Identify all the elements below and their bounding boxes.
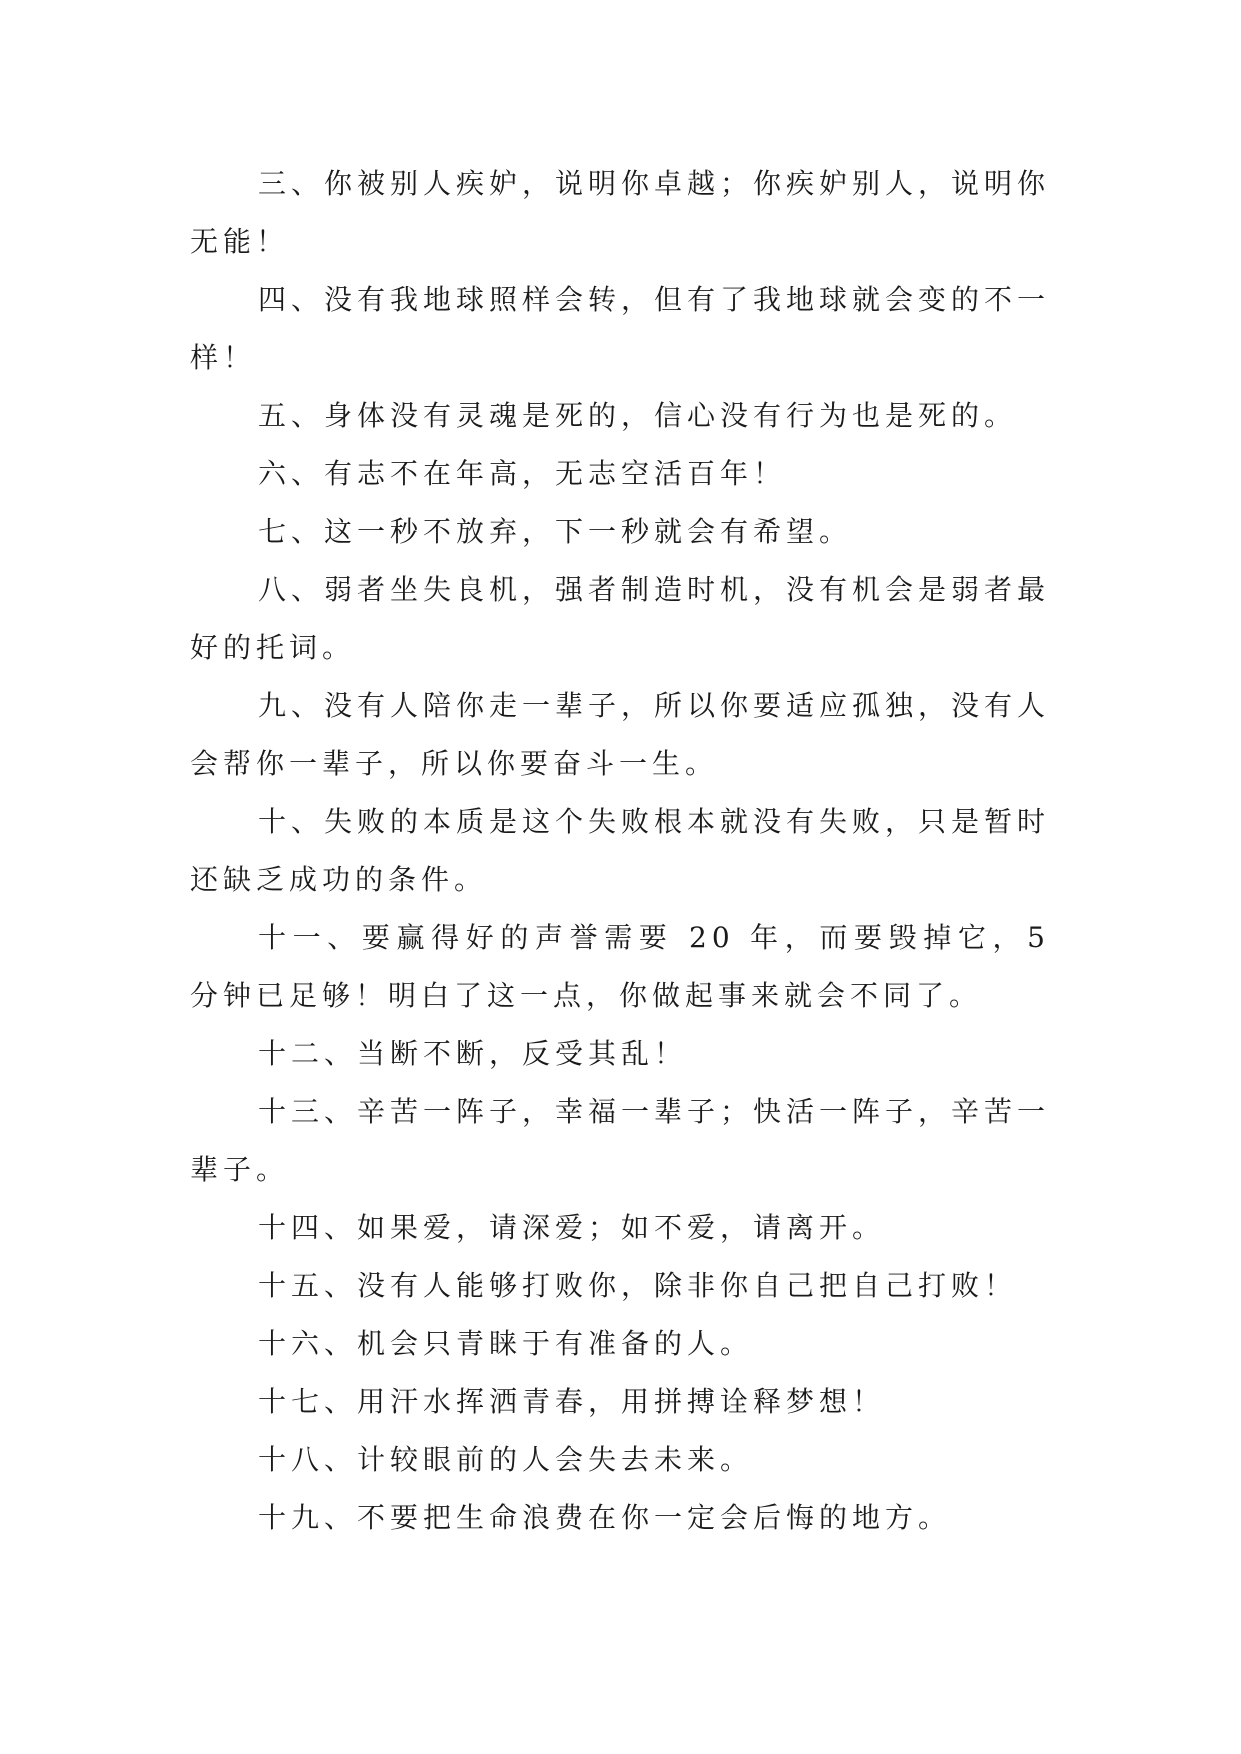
paragraph-4: 四、没有我地球照样会转，但有了我地球就会变的不一样！ xyxy=(190,283,1051,374)
paragraph-8: 八、弱者坐失良机，强者制造时机，没有机会是弱者最好的托词。 xyxy=(190,573,1051,664)
paragraph-6: 六、有志不在年高，无志空活百年！ xyxy=(258,457,787,490)
paragraph-11: 十一、要赢得好的声誉需要 20 年，而要毁掉它，5 分钟已足够！明白了这一点，你做起事来就会不同了。 xyxy=(190,921,1050,1012)
document-body xyxy=(190,155,1050,1547)
paragraph-10: 十、失败的本质是这个失败根本就没有失败，只是暂时还缺乏成功的条件。 xyxy=(190,805,1051,896)
paragraph-17: 十七、用汗水挥洒青春，用拼搏诠释梦想！ xyxy=(258,1385,886,1418)
paragraph-14: 十四、如果爱，请深爱；如不爱，请离开。 xyxy=(258,1211,886,1244)
paragraph-7: 七、这一秒不放弃，下一秒就会有希望。 xyxy=(258,515,853,548)
paragraph-13: 十三、辛苦一阵子，幸福一辈子；快活一阵子，辛苦一辈子。 xyxy=(190,1095,1051,1186)
paragraph-12: 十二、当断不断，反受其乱！ xyxy=(258,1037,688,1070)
paragraph-3: 三、你被别人疾妒，说明你卓越；你疾妒别人，说明你无能！ xyxy=(190,167,1051,258)
paragraph-9: 九、没有人陪你走一辈子，所以你要适应孤独，没有人会帮你一辈子，所以你要奋斗一生。 xyxy=(190,689,1051,780)
paragraph-19: 十九、不要把生命浪费在你一定会后悔的地方。 xyxy=(258,1501,952,1534)
paragraph-16: 十六、机会只青睐于有准备的人。 xyxy=(258,1327,754,1360)
paragraph-18: 十八、计较眼前的人会失去未来。 xyxy=(258,1443,754,1476)
paragraph-5: 五、身体没有灵魂是死的，信心没有行为也是死的。 xyxy=(258,399,1018,432)
paragraph-15: 十五、没有人能够打败你，除非你自己把自己打败！ xyxy=(258,1269,1018,1302)
